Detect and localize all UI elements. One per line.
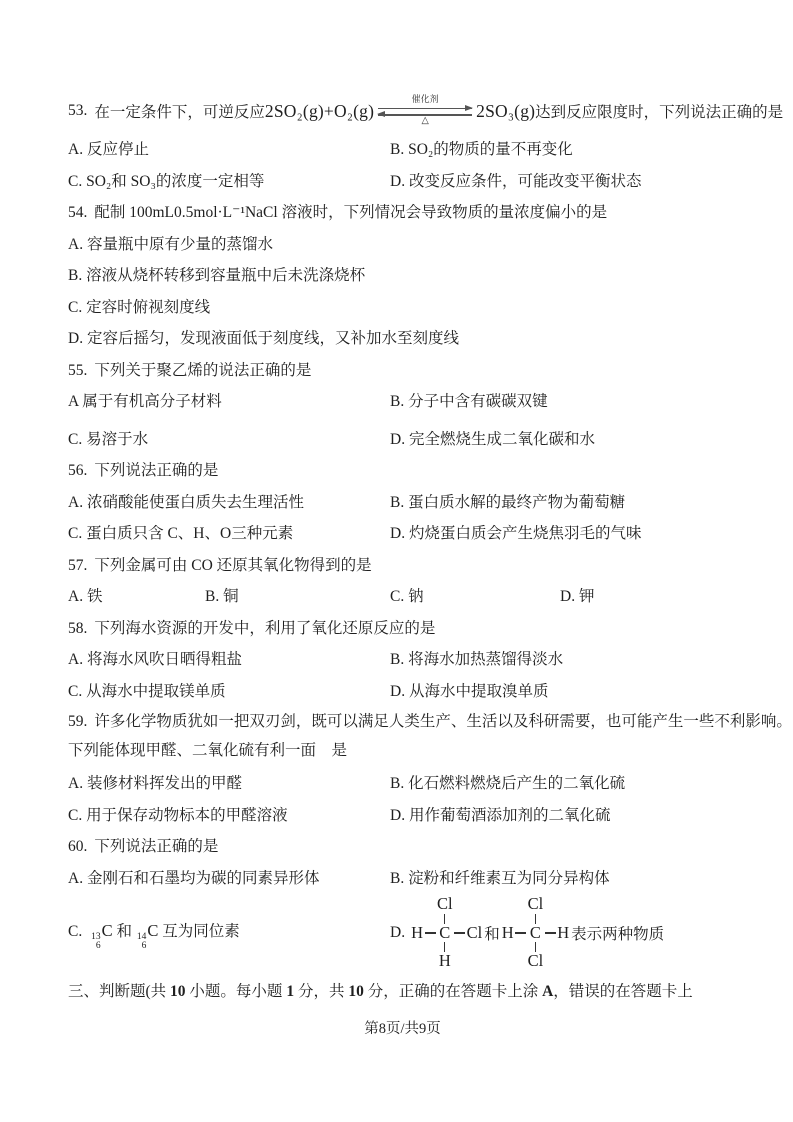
option-b: B. 淀粉和纤维素互为同分异构体 bbox=[390, 869, 610, 887]
option-d: D. 钾 bbox=[560, 588, 595, 605]
question-number: 60. bbox=[68, 838, 88, 855]
structural-formula-dichloromethane-2 bbox=[502, 895, 569, 972]
question-number: 54. bbox=[68, 204, 88, 221]
option-c: C. 蛋白质只含 C、H、O三种元素 bbox=[68, 525, 294, 542]
option-d: D. 从海水中提取溴单质 bbox=[390, 682, 549, 700]
heading-text: 分，正确的在答题卡上涂 bbox=[363, 983, 543, 1000]
atom: Cl bbox=[527, 951, 544, 971]
mass-number: 13 bbox=[91, 931, 101, 942]
option-c: C. 从海水中提取镁单质 bbox=[68, 682, 226, 700]
question-58 bbox=[68, 613, 737, 708]
bond-icon bbox=[454, 932, 465, 933]
heading-text: 分，共 bbox=[294, 983, 349, 1000]
atom: H bbox=[557, 922, 570, 942]
atom: H bbox=[411, 922, 423, 942]
option-c: C. 定容时俯视刻度线 bbox=[68, 298, 211, 316]
option-b: B. SO₂的物质的量不再变化 bbox=[390, 141, 573, 158]
option-c: C. SO₂和 SO₃的浓度一定相等 bbox=[68, 172, 265, 190]
question-number: 53. bbox=[68, 102, 88, 119]
option-b: B. 化石燃料燃烧后产生的二氧化硫 bbox=[390, 775, 626, 792]
option-label: C. bbox=[68, 922, 83, 940]
heading-number: 10 bbox=[348, 983, 364, 1000]
isotope-notation bbox=[91, 933, 101, 952]
question-59-stem bbox=[68, 707, 792, 765]
question-57 bbox=[68, 550, 737, 613]
equation-lhs: 2SO₂(g)+O₂(g) bbox=[264, 100, 375, 121]
heading-number: 1 bbox=[286, 983, 295, 1000]
isotope-notation bbox=[137, 933, 147, 952]
option-a: A. 浓硝酸能使蛋白质失去生理活性 bbox=[68, 493, 304, 511]
question-number: 55. bbox=[68, 361, 88, 379]
option-b: B. 分子中含有碳碳双键 bbox=[390, 393, 548, 410]
option-label: D. bbox=[390, 924, 406, 941]
question-55-stem bbox=[68, 355, 737, 387]
atom: Cl bbox=[527, 893, 544, 913]
option-a: A. 容量瓶中原有少量的蒸馏水 bbox=[68, 235, 273, 253]
heading-text: 三、判断题(共 bbox=[68, 983, 171, 1000]
question-number: 57. bbox=[68, 556, 88, 574]
option-c bbox=[68, 915, 390, 952]
reversible-arrow-icon bbox=[378, 95, 472, 126]
stem-text: 下列说法正确的是 bbox=[94, 462, 219, 479]
text: 和 bbox=[484, 926, 500, 943]
element-symbol: C bbox=[101, 920, 113, 940]
option-a: A. 金刚石和石墨均为碳的同素异形体 bbox=[68, 869, 320, 887]
text: 互为同位素 bbox=[162, 922, 240, 940]
question-54-stem bbox=[68, 197, 737, 229]
atom: C bbox=[439, 922, 451, 942]
atomic-number: 6 bbox=[95, 941, 101, 951]
text: 和 bbox=[116, 922, 132, 940]
question-number: 58. bbox=[68, 619, 88, 637]
stem-text: 达到反应限度时，下列说法正确的是 bbox=[535, 104, 784, 121]
question-55 bbox=[68, 355, 737, 456]
question-60-stem bbox=[68, 831, 737, 863]
heading-letter: A bbox=[542, 983, 554, 1000]
question-53-stem bbox=[68, 88, 784, 134]
option-d: D. 用作葡萄酒添加剂的二氧化硫 bbox=[390, 806, 611, 824]
atomic-number: 6 bbox=[141, 941, 147, 951]
option-a: A. 装修材料挥发出的甲醛 bbox=[68, 775, 242, 792]
catalyst-label: 催化剂 bbox=[411, 94, 439, 105]
stem-text: 下列海水资源的开发中，利用了氧化还原反应的是 bbox=[94, 619, 436, 637]
forward-arrow-icon bbox=[378, 108, 472, 109]
atom: H bbox=[438, 951, 451, 971]
stem-text: 下列金属可由 CO 还原其氧化物得到的是 bbox=[94, 556, 372, 574]
reverse-arrow-icon bbox=[378, 114, 472, 115]
question-59 bbox=[68, 707, 792, 831]
atom: Cl bbox=[466, 922, 483, 942]
atom: C bbox=[529, 922, 541, 942]
atom: H bbox=[501, 922, 514, 942]
text: 表示两种物质 bbox=[571, 926, 665, 943]
option-c: C. 易溶于水 bbox=[68, 430, 149, 448]
stem-text: 配制 100mL0.5mol·L⁻¹NaCl 溶液时，下列情况会导致物质的量浓度偏小的是 bbox=[94, 204, 608, 221]
option-b: B. 铜 bbox=[205, 588, 239, 605]
section-three-heading bbox=[68, 976, 737, 1008]
delta-label: △ bbox=[421, 116, 429, 127]
bond-icon bbox=[515, 932, 526, 933]
question-56 bbox=[68, 455, 737, 550]
option-c: C. 用于保存动物标本的甲醛溶液 bbox=[68, 806, 288, 824]
question-56-stem bbox=[68, 455, 737, 487]
option-d: D. 灼烧蛋白质会产生烧焦羽毛的气味 bbox=[390, 525, 642, 542]
question-number: 56. bbox=[68, 462, 88, 479]
option-d: D. 改变反应条件，可能改变平衡状态 bbox=[390, 172, 642, 190]
page-number: 第8页/共9页 bbox=[364, 1020, 441, 1037]
element-symbol: C bbox=[147, 920, 159, 940]
option-b: B. 将海水加热蒸馏得淡水 bbox=[390, 651, 564, 668]
stem-text: 下列关于聚乙烯的说法正确的是 bbox=[94, 361, 312, 379]
bond-icon bbox=[425, 932, 436, 933]
atom: Cl bbox=[437, 893, 453, 913]
question-53 bbox=[68, 88, 784, 197]
question-60 bbox=[68, 831, 737, 972]
heading-number: 10 bbox=[170, 983, 186, 1000]
bond-icon bbox=[545, 932, 556, 933]
stem-text: 下列能体现甲醛、二氧化硫有利一面 是 bbox=[68, 742, 348, 759]
question-58-stem bbox=[68, 613, 737, 645]
stem-text: 下列说法正确的是 bbox=[94, 838, 219, 855]
option-c: C. 钠 bbox=[390, 588, 424, 605]
stem-text: 在一定条件下，可逆反应 bbox=[94, 104, 265, 121]
option-b: B. 蛋白质水解的最终产物为葡萄糖 bbox=[390, 493, 626, 511]
equation-rhs: 2SO₃(g) bbox=[476, 100, 536, 121]
option-a: A. 铁 bbox=[68, 588, 103, 605]
option-b: B. 溶液从烧杯转移到容量瓶中后未洗涤烧杯 bbox=[68, 267, 366, 284]
option-a: A. 反应停止 bbox=[68, 141, 149, 158]
heading-text: ，错误的在答题卡上 bbox=[553, 983, 693, 1000]
question-54 bbox=[68, 197, 737, 355]
option-a: A. 将海水风吹日晒得粗盐 bbox=[68, 651, 242, 668]
option-d: D. 定容后摇匀，发现液面低于刻度线，又补加水至刻度线 bbox=[68, 330, 459, 347]
option-d: D. 完全燃烧生成二氧化碳和水 bbox=[390, 430, 595, 448]
mass-number: 14 bbox=[136, 931, 147, 942]
option-a: A 属于有机高分子材料 bbox=[68, 393, 222, 410]
option-d bbox=[390, 895, 737, 972]
heading-text: 小题。每小题 bbox=[185, 983, 287, 1000]
question-number: 59. bbox=[68, 713, 88, 730]
question-57-stem bbox=[68, 550, 737, 582]
stem-text: 许多化学物质犹如一把双刃剑，既可以满足人类生产、生活以及科研需要，也可能产生一些不利影响。 bbox=[94, 713, 792, 730]
structural-formula-dichloromethane-1 bbox=[411, 895, 482, 972]
